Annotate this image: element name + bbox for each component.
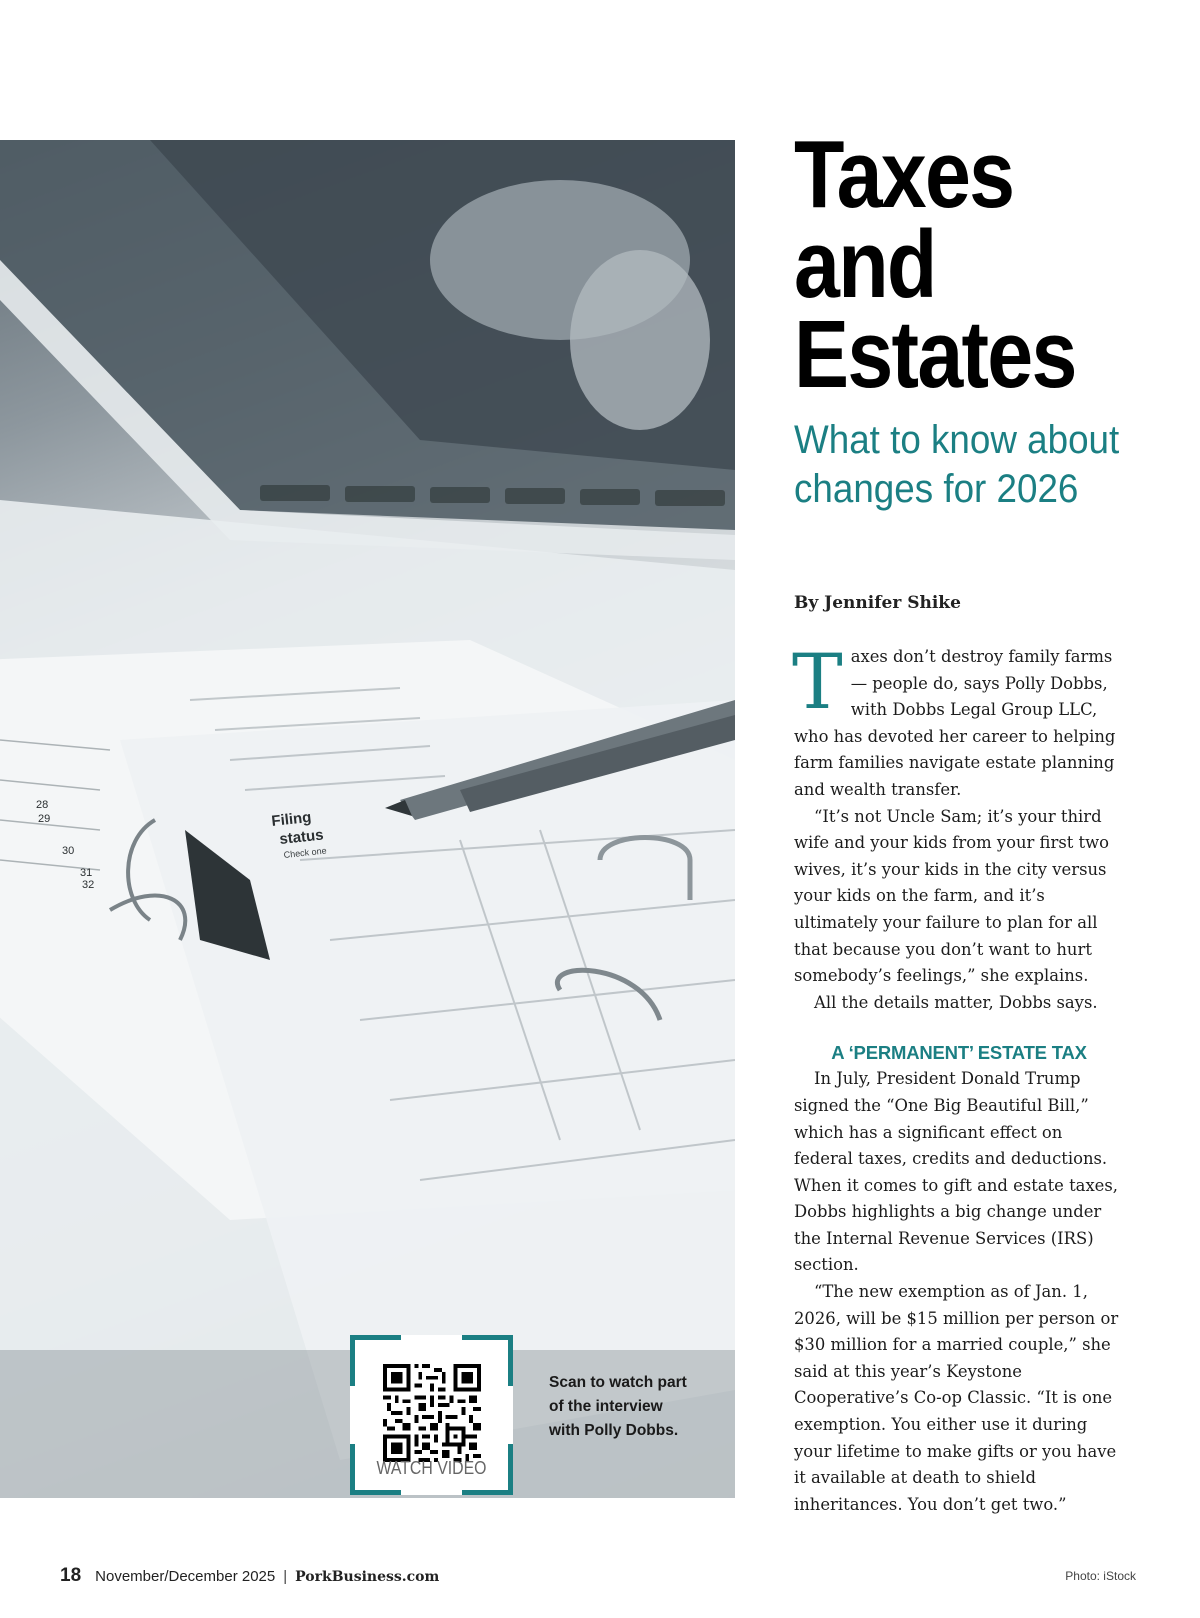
section-heading: A ‘PERMANENT’ ESTATE TAX xyxy=(831,1042,1087,1064)
subhead-line: changes for 2026 xyxy=(794,467,1079,511)
photo-form-status-text: status xyxy=(278,826,325,848)
photo-form-number: 30 xyxy=(62,845,75,857)
page-number: 18 xyxy=(60,1565,82,1586)
paragraph-text: axes don’t destroy family farms — people do, says Polly Dobbs, with Dobbs Legal Group LLC, who has devoted her career to helping farm families navigate estate planning and wealth transfer. xyxy=(794,647,1116,799)
paragraph: “The new exemption as of Jan. 1, 2026, will be $15 million per person or $30 million for a married couple,” she said at this year’s Keystone Cooperative’s Co-op Classic. “It is one exemption. You either use it during your lifetime to make gifts or you have it available at death to shield inheritances. You don’t get two.” xyxy=(794,1282,1119,1514)
subhead-line: What to know about xyxy=(794,418,1120,462)
article-body xyxy=(792,637,1124,1518)
photo-form-number: 28 xyxy=(36,799,49,811)
tax-forms-photo-illustration xyxy=(0,140,735,1498)
website-link[interactable]: PorkBusiness.com xyxy=(295,1569,440,1585)
footer-separator: | xyxy=(283,1568,288,1585)
watch-video-label: WATCH VIDEO xyxy=(376,1458,487,1478)
photo-form-filing-text: Filing xyxy=(270,808,313,830)
drop-cap: T xyxy=(792,637,843,726)
hero-photo xyxy=(0,140,735,1498)
qr-caption xyxy=(549,1371,709,1443)
headline-line: Estates xyxy=(794,301,1076,408)
qr-caption-line: with Polly Dobbs. xyxy=(549,1422,679,1439)
paragraph xyxy=(792,637,1124,804)
paragraph: All the details matter, Dobbs says. xyxy=(814,992,1098,1012)
headline-line: and xyxy=(794,211,936,318)
paragraph: In July, President Donald Trump signed the “One Big Beautiful Bill,” which has a significant effect on federal taxes, credits and deductions. When it comes to gift and estate taxes, Dobbs highlights a big change under the Internal Revenue Services (IRS) section. xyxy=(794,1069,1119,1275)
article-headline xyxy=(794,121,1121,408)
byline: By Jennifer Shike xyxy=(794,593,961,613)
article-subhead xyxy=(794,416,1162,514)
qr-code-icon[interactable] xyxy=(383,1364,481,1462)
headline-line: Taxes xyxy=(794,121,1014,228)
qr-caption-line: of the interview xyxy=(549,1398,663,1415)
issue-date: November/December 2025 xyxy=(95,1568,276,1585)
photo-form-number: 32 xyxy=(82,879,95,891)
photo-form-check-text: Check one xyxy=(283,845,328,860)
qr-code-box[interactable] xyxy=(350,1335,513,1495)
photo-form-number: 29 xyxy=(38,813,51,825)
photo-form-number: 31 xyxy=(80,867,93,879)
paragraph: “It’s not Uncle Sam; it’s your third wife and your kids from your first two wives, it’s your kids in the city versus your kids on the farm, and it’s ultimately your failure to plan for all that because you don’t want to hurt somebody’s feelings,” she explains. xyxy=(794,806,1110,986)
page-footer xyxy=(60,1565,439,1589)
photo-credit: Photo: iStock xyxy=(1065,1569,1136,1583)
qr-caption-line: Scan to watch part xyxy=(549,1374,687,1391)
